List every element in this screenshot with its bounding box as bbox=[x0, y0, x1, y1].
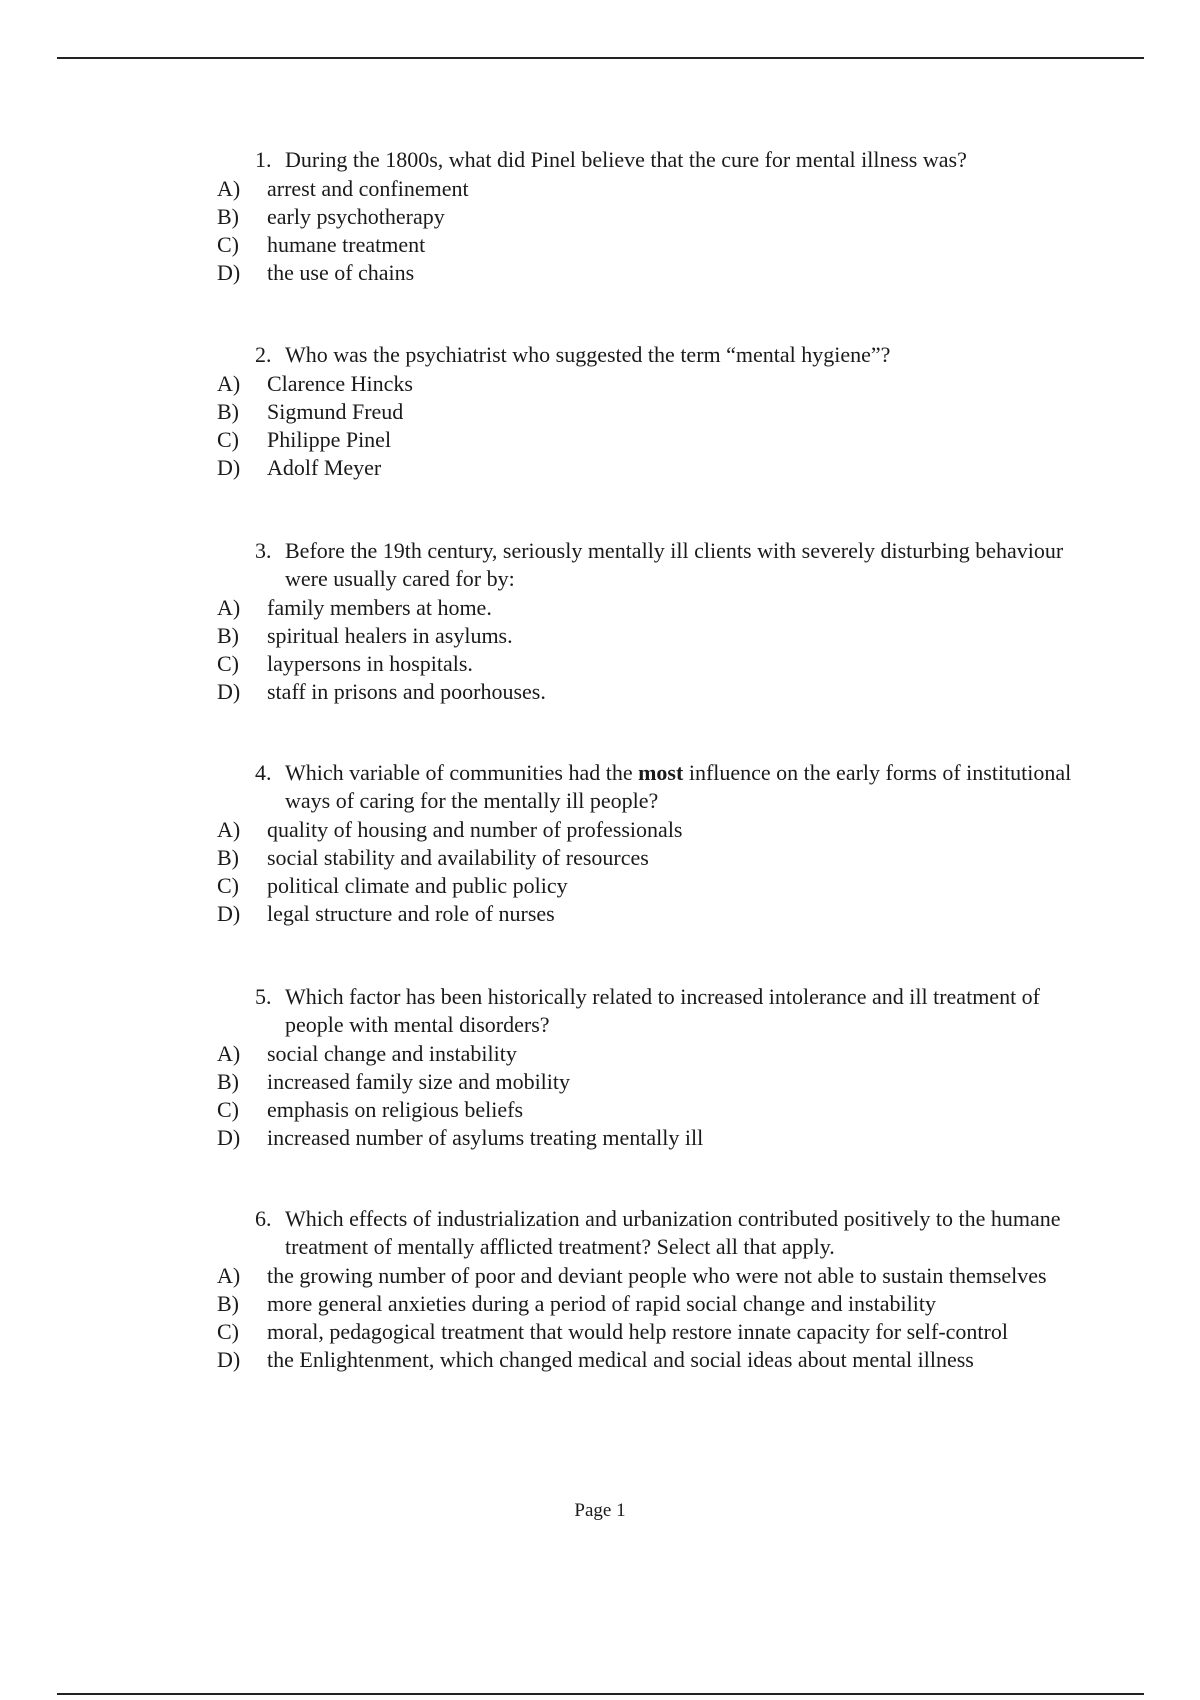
answer-option bbox=[217, 426, 1097, 454]
bottom-rule bbox=[57, 1693, 1144, 1695]
question-stem bbox=[217, 146, 1097, 174]
question-text bbox=[285, 760, 1071, 813]
answer-option bbox=[217, 678, 1097, 706]
option-letter: D) bbox=[217, 679, 241, 704]
answer-option bbox=[217, 1346, 1097, 1374]
answer-option bbox=[217, 1124, 1097, 1152]
option-letter: B) bbox=[217, 1291, 239, 1316]
question-stem bbox=[217, 983, 1097, 1039]
answer-options bbox=[217, 370, 1097, 482]
option-text: humane treatment bbox=[267, 232, 426, 257]
question-number: 2. bbox=[255, 342, 272, 367]
question-number: 5. bbox=[255, 984, 272, 1009]
option-letter: B) bbox=[217, 204, 239, 229]
answer-option bbox=[217, 454, 1097, 482]
option-letter: C) bbox=[217, 873, 239, 898]
question-3 bbox=[217, 537, 1097, 706]
option-text: early psychotherapy bbox=[267, 204, 445, 229]
question-stem bbox=[217, 341, 1097, 369]
option-letter: C) bbox=[217, 427, 239, 452]
question-2 bbox=[217, 341, 1097, 482]
option-text: more general anxieties during a period of rapid social change and instability bbox=[267, 1291, 936, 1316]
option-letter: A) bbox=[217, 595, 241, 620]
answer-option bbox=[217, 203, 1097, 231]
question-5 bbox=[217, 983, 1097, 1152]
question-number: 1. bbox=[255, 147, 272, 172]
question-stem bbox=[217, 537, 1097, 593]
option-letter: B) bbox=[217, 845, 239, 870]
question-4 bbox=[217, 759, 1097, 928]
option-letter: D) bbox=[217, 1347, 241, 1372]
answer-option bbox=[217, 259, 1097, 287]
answer-option bbox=[217, 872, 1097, 900]
answer-option bbox=[217, 370, 1097, 398]
question-text-emphasis: most bbox=[638, 760, 684, 785]
option-letter: B) bbox=[217, 623, 239, 648]
option-letter: B) bbox=[217, 1069, 239, 1094]
option-text: Adolf Meyer bbox=[267, 455, 382, 480]
option-letter: A) bbox=[217, 176, 241, 201]
option-text: laypersons in hospitals. bbox=[267, 651, 473, 676]
answer-options bbox=[217, 1040, 1097, 1152]
answer-option bbox=[217, 398, 1097, 426]
option-letter: D) bbox=[217, 260, 241, 285]
option-text: staff in prisons and poorhouses. bbox=[267, 679, 546, 704]
option-letter: D) bbox=[217, 901, 241, 926]
option-letter: C) bbox=[217, 232, 239, 257]
answer-options bbox=[217, 594, 1097, 706]
question-text: Before the 19th century, seriously mentally ill clients with severely disturbing behaviour were usually cared for by: bbox=[285, 538, 1064, 591]
page-number: Page 1 bbox=[574, 1500, 626, 1521]
option-letter: A) bbox=[217, 1263, 241, 1288]
option-text: political climate and public policy bbox=[267, 873, 568, 898]
option-text: moral, pedagogical treatment that would help restore innate capacity for self-control bbox=[267, 1319, 1008, 1344]
question-stem bbox=[217, 1205, 1097, 1261]
option-letter: B) bbox=[217, 399, 239, 424]
option-text: arrest and confinement bbox=[267, 176, 469, 201]
answer-option bbox=[217, 900, 1097, 928]
answer-option bbox=[217, 1096, 1097, 1124]
question-1 bbox=[217, 146, 1097, 287]
answer-option bbox=[217, 816, 1097, 844]
option-text: Sigmund Freud bbox=[267, 399, 404, 424]
option-text: legal structure and role of nurses bbox=[267, 901, 555, 926]
question-number: 3. bbox=[255, 538, 272, 563]
answer-option bbox=[217, 594, 1097, 622]
question-6 bbox=[217, 1205, 1097, 1374]
option-text: quality of housing and number of professionals bbox=[267, 817, 683, 842]
option-letter: C) bbox=[217, 1319, 239, 1344]
option-letter: A) bbox=[217, 371, 241, 396]
option-text: the growing number of poor and deviant people who were not able to sustain themselves bbox=[267, 1263, 1047, 1288]
answer-option bbox=[217, 1318, 1097, 1346]
answer-option bbox=[217, 844, 1097, 872]
option-letter: A) bbox=[217, 1041, 241, 1066]
question-number: 6. bbox=[255, 1206, 272, 1231]
answer-option bbox=[217, 1040, 1097, 1068]
answer-option bbox=[217, 1290, 1097, 1318]
answer-option bbox=[217, 231, 1097, 259]
answer-option bbox=[217, 1068, 1097, 1096]
question-text: Which factor has been historically related to increased intolerance and ill treatment of people with mental disorders? bbox=[285, 984, 1041, 1037]
answer-option bbox=[217, 175, 1097, 203]
option-text: increased family size and mobility bbox=[267, 1069, 571, 1094]
option-text: Clarence Hincks bbox=[267, 371, 413, 396]
option-text: family members at home. bbox=[267, 595, 492, 620]
option-text: spiritual healers in asylums. bbox=[267, 623, 513, 648]
answer-options bbox=[217, 816, 1097, 928]
option-text: the Enlightenment, which changed medical and social ideas about mental illness bbox=[267, 1347, 974, 1372]
answer-option bbox=[217, 1262, 1097, 1290]
option-text: emphasis on religious beliefs bbox=[267, 1097, 524, 1122]
question-number: 4. bbox=[255, 760, 272, 785]
top-rule bbox=[57, 57, 1144, 59]
question-text: Which effects of industrialization and urbanization contributed positively to the humane treatment of mentally afflicted treatment? Select all that apply. bbox=[285, 1206, 1061, 1259]
option-letter: C) bbox=[217, 1097, 239, 1122]
answer-option bbox=[217, 622, 1097, 650]
option-text: increased number of asylums treating mentally ill bbox=[267, 1125, 704, 1150]
answer-option bbox=[217, 650, 1097, 678]
option-letter: D) bbox=[217, 455, 241, 480]
question-text-part: influence on the early forms of institutional ways of caring for the mentally ill people? bbox=[285, 760, 1072, 813]
option-text: social change and instability bbox=[267, 1041, 517, 1066]
question-stem bbox=[217, 759, 1097, 815]
question-text-part: Which variable of communities had the bbox=[285, 760, 639, 785]
answer-options bbox=[217, 1262, 1097, 1374]
option-letter: C) bbox=[217, 651, 239, 676]
option-letter: A) bbox=[217, 817, 241, 842]
question-text: During the 1800s, what did Pinel believe that the cure for mental illness was? bbox=[285, 147, 967, 172]
option-text: the use of chains bbox=[267, 260, 415, 285]
option-text: Philippe Pinel bbox=[267, 427, 392, 452]
option-text: social stability and availability of resources bbox=[267, 845, 649, 870]
answer-options bbox=[217, 175, 1097, 287]
question-text: Who was the psychiatrist who suggested the term “mental hygiene”? bbox=[285, 342, 891, 367]
option-letter: D) bbox=[217, 1125, 241, 1150]
